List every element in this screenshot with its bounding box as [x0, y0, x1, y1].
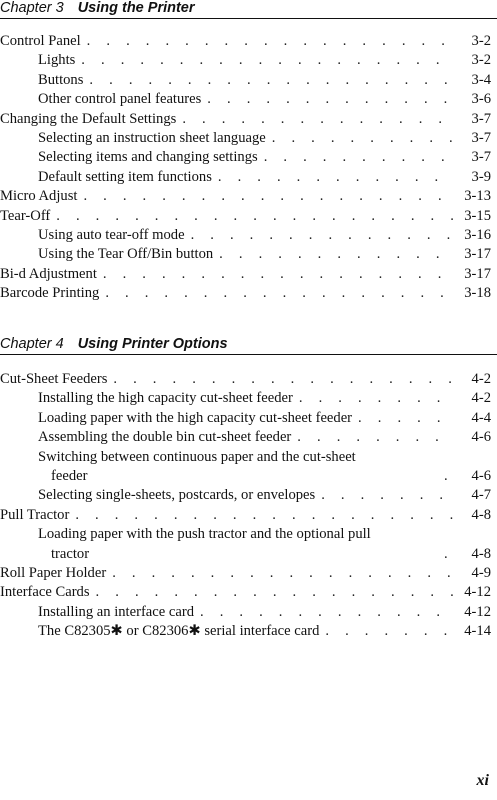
toc-entry-title	[38, 603, 194, 622]
toc-entry-title-text: Cut-Sheet Feeders	[0, 371, 108, 387]
chapter-label: Chapter 3	[0, 0, 64, 16]
toc-entry-title	[38, 71, 83, 90]
toc-entry-title-text: Interface Cards	[0, 584, 90, 601]
dot-leader	[112, 564, 453, 583]
toc-entry[interactable]	[0, 187, 497, 206]
toc-entry-title	[0, 564, 106, 583]
chapter-3-section	[0, 0, 497, 303]
dot-leader	[321, 486, 453, 505]
toc-entry-title	[38, 168, 212, 187]
toc-entry[interactable]	[0, 168, 497, 187]
toc-entry-title-text: Selecting an instruction sheet language	[38, 129, 266, 146]
dot-leader	[105, 284, 453, 303]
toc-entry-title-text: Micro Adjust	[0, 188, 78, 205]
toc-entry-title-text: Lights	[38, 52, 76, 69]
dot-leader	[297, 428, 453, 447]
dot-leader	[358, 409, 453, 428]
toc-entry[interactable]	[0, 71, 497, 90]
dot-leader	[56, 207, 453, 226]
toc-entry[interactable]	[0, 525, 497, 564]
toc-entry-title-text: Selecting items and changing settings	[38, 149, 258, 166]
toc-entry-title	[0, 583, 90, 602]
dot-leader	[218, 168, 453, 187]
page-number: xi	[476, 772, 489, 789]
toc-entry-page-number: 3-4	[471, 71, 491, 88]
toc-entry-title	[38, 51, 75, 70]
toc-entry[interactable]	[0, 129, 497, 148]
toc-entry-title-text: Changing the Default Settings	[0, 110, 177, 127]
dot-leader	[96, 583, 453, 602]
toc-entry-title	[0, 32, 81, 51]
chapter-3-heading	[0, 0, 497, 19]
toc-entry-page-number: 4-4	[471, 409, 491, 426]
dot-leader	[103, 265, 453, 284]
toc-entry-title-text: Pull Tractor	[0, 506, 70, 523]
toc-entry-title	[38, 409, 352, 428]
toc-entry-title	[0, 110, 176, 129]
toc-entry-title	[38, 486, 315, 505]
toc-entry-page-number: 3-7	[471, 110, 491, 127]
dot-leader	[81, 51, 453, 70]
toc-entry-title-text: Using auto tear-off mode	[38, 226, 185, 243]
chapter-title: Using Printer Options	[77, 336, 228, 352]
toc-entry-page-number: 4-2	[471, 390, 491, 407]
chapter-4-heading	[0, 336, 497, 355]
toc-entry-title-text: Bi-d Adjustment	[0, 265, 97, 282]
toc-entry-page-number: 3-2	[471, 33, 491, 49]
dot-leader	[207, 90, 453, 109]
dot-leader	[272, 129, 453, 148]
dot-leader	[87, 32, 453, 51]
dot-leader	[444, 545, 453, 564]
chapter-3-toc-list	[0, 32, 497, 303]
toc-entry-title-text: Buttons	[38, 71, 84, 88]
toc-entry-title-text: Loading paper with the push tractor and the optional pull	[38, 526, 371, 543]
toc-entry[interactable]	[0, 603, 497, 622]
toc-entry-page-number: 4-6	[471, 429, 491, 446]
toc-entry[interactable]	[0, 370, 497, 389]
toc-entry[interactable]	[0, 90, 497, 109]
toc-entry-title	[38, 245, 213, 264]
toc-entry-title	[38, 448, 438, 487]
toc-entry-title-text: Barcode Printing	[0, 285, 100, 302]
toc-entry-page-number: 4-6	[471, 467, 491, 484]
toc-entry-title-text: The C82305✱ or C82306✱ serial interface card	[38, 623, 320, 640]
toc-entry-page-number: 3-18	[464, 285, 491, 302]
toc-entry-page-number: 3-9	[471, 168, 491, 185]
chapter-title: Using the Printer	[77, 0, 195, 16]
toc-entry[interactable]	[0, 32, 497, 51]
toc-entry-title	[0, 284, 99, 303]
toc-entry[interactable]	[0, 448, 497, 487]
toc-entry[interactable]	[0, 245, 497, 264]
dot-leader	[113, 370, 453, 389]
toc-entry[interactable]	[0, 110, 497, 129]
toc-entry[interactable]	[0, 622, 497, 641]
dot-leader	[75, 506, 453, 525]
toc-entry-title-text: Roll Paper Holder	[0, 564, 107, 581]
toc-entry-page-number: 4-7	[471, 487, 491, 504]
chapter-4-section	[0, 336, 497, 642]
dot-leader	[219, 245, 453, 264]
toc-entry-page-number: 4-8	[471, 545, 491, 562]
toc-entry-title-text: Installing an interface card	[38, 603, 194, 620]
toc-entry[interactable]	[0, 207, 497, 226]
toc-entry-title-text: Other control panel features	[38, 91, 202, 108]
dot-leader	[83, 187, 453, 206]
toc-entry-title-text: Selecting single-sheets, postcards, or envelopes	[38, 487, 316, 504]
toc-entry-page-number: 3-17	[464, 246, 491, 263]
toc-entry-title	[38, 525, 438, 564]
toc-entry[interactable]	[0, 583, 497, 602]
toc-entry-title-text: Default setting item functions	[38, 168, 212, 185]
toc-entry-page-number: 4-8	[471, 506, 491, 523]
toc-entry[interactable]	[0, 51, 497, 70]
toc-entry[interactable]	[0, 506, 497, 525]
toc-entry-title-text: Installing the high capacity cut-sheet feeder	[38, 390, 293, 407]
toc-entry-title-continuation: tractor	[51, 545, 90, 562]
toc-entry-page-number: 4-14	[464, 623, 491, 640]
toc-entry[interactable]	[0, 284, 497, 303]
toc-entry-title-text: Tear-Off	[0, 207, 51, 224]
toc-entry[interactable]	[0, 148, 497, 167]
toc-entry[interactable]	[0, 265, 497, 284]
toc-entry-title-text: Assembling the double bin cut-sheet feeder	[38, 429, 292, 446]
toc-entry[interactable]	[0, 428, 497, 447]
toc-entry-page-number: 3-16	[464, 226, 491, 243]
toc-entry-page-number: 3-2	[471, 52, 491, 69]
dot-leader	[325, 622, 453, 641]
dot-leader	[444, 467, 453, 486]
dot-leader	[191, 226, 453, 245]
toc-entry-title	[0, 506, 69, 525]
toc-entry-title	[0, 370, 107, 389]
toc-entry-page-number: 3-17	[464, 265, 491, 282]
chapter-label: Chapter 4	[0, 336, 64, 352]
dot-leader	[299, 389, 453, 408]
toc-entry-page-number: 3-13	[464, 188, 491, 205]
toc-entry-page-number: 3-15	[464, 207, 491, 224]
toc-entry-page-number: 4-12	[464, 584, 491, 601]
chapter-4-toc-list	[0, 370, 497, 642]
toc-entry-title	[0, 207, 50, 226]
toc-entry-title	[0, 265, 97, 284]
toc-entry[interactable]	[0, 389, 497, 408]
toc-entry-title	[38, 129, 266, 148]
toc-entry-page-number: 3-7	[471, 149, 491, 166]
toc-entry-title	[0, 187, 77, 206]
toc-entry-title	[38, 389, 293, 408]
toc-entry[interactable]	[0, 564, 497, 583]
toc-entry[interactable]	[0, 409, 497, 428]
toc-entry[interactable]	[0, 226, 497, 245]
dot-leader	[182, 110, 453, 129]
toc-entry-page-number: 4-2	[471, 371, 491, 387]
toc-entry-page-number: 4-9	[471, 564, 491, 581]
toc-entry-title-text: Switching between continuous paper and the cut-sheet	[38, 448, 356, 465]
toc-entry-title-text: Loading paper with the high capacity cut-sheet feeder	[38, 409, 353, 426]
toc-entry-title-continuation: feeder	[51, 467, 88, 484]
toc-entry-page-number: 3-7	[471, 129, 491, 146]
toc-entry-page-number: 4-12	[464, 603, 491, 620]
dot-leader	[200, 603, 453, 622]
toc-entry-title	[38, 226, 185, 245]
toc-entry[interactable]	[0, 486, 497, 505]
toc-entry-title	[38, 148, 258, 167]
dot-leader	[89, 71, 453, 90]
toc-entry-title	[38, 428, 291, 447]
toc-entry-title-text: Control Panel	[0, 33, 81, 49]
toc-entry-title	[38, 622, 319, 641]
dot-leader	[264, 148, 453, 167]
toc-entry-title-text: Using the Tear Off/Bin button	[38, 246, 214, 263]
toc-entry-page-number: 3-6	[471, 91, 491, 108]
toc-entry-title	[38, 90, 201, 109]
